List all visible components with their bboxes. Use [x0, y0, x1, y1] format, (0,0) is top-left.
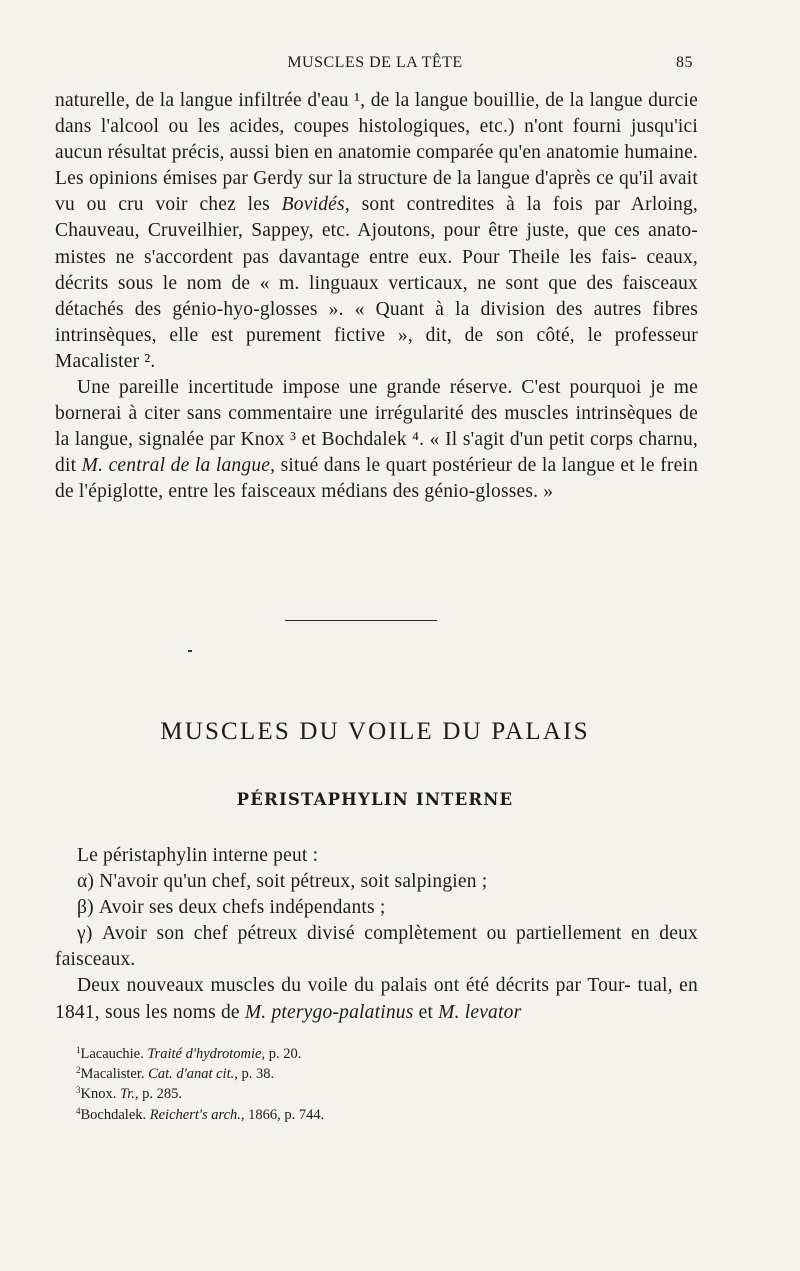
text-line: ceaux, décrits sous le nom de « m. linguaux verticaux, ne sont que des [55, 246, 698, 294]
footnote-ref: , p. 38. [234, 1066, 275, 1083]
list-item-gamma [55, 921, 698, 973]
text-line: , sont contredites à la fois par Arloing, Chauveau, [55, 194, 698, 242]
paragraph-4 [55, 973, 698, 1025]
text-line: n'ont fourni jusqu'ici aucun résultat précis, aussi bien en anatomie [55, 116, 698, 164]
text-line: intrinsèques de la langue, signalée par Knox ³ et Bochdalek ⁴. « Il [55, 403, 698, 451]
ink-speck [188, 650, 192, 652]
text-line: γ) Avoir son chef pétreux divisé complètement ou partiellement en [77, 923, 650, 945]
footnote-title: Traité d'hydrotomie [147, 1046, 262, 1062]
footnote-title: Cat. d'anat cit. [148, 1066, 235, 1083]
text-line: mistes ne s'accordent pas davantage entre eux. Pour Theile les fais- [55, 246, 637, 268]
page-number: 85 [676, 54, 693, 71]
running-head-title: MUSCLES DE LA TÊTE [287, 54, 463, 71]
footnote-ref: , p. 285. [134, 1086, 183, 1103]
footnote-title: Tr. [119, 1086, 135, 1103]
list-item-beta: β) Avoir ses deux chefs indépendants ; [77, 897, 386, 919]
footnote-ref: , p. 20. [261, 1046, 302, 1062]
footnote-mark: 4 [76, 1105, 81, 1116]
footnote-ref: , 1866, p. 744. [240, 1106, 325, 1123]
body-text-upper [55, 88, 698, 506]
text-line: Une pareille incertitude impose une grande réserve. C'est pourquoi [77, 377, 642, 399]
section-title: MUSCLES DU VOILE DU PALAIS [160, 718, 590, 745]
text-line: , situé dans [270, 455, 361, 477]
text-line: Cruveilhier, Sappey, etc. Ajoutons, pour être juste, que ces anato- [147, 220, 699, 242]
footnote-author: Bochdalek. [80, 1106, 150, 1123]
footnote [76, 1064, 696, 1084]
footnote [76, 1084, 696, 1104]
italic-term: M. levator [438, 1001, 522, 1023]
italic-term: Bovidés [281, 194, 345, 216]
footnote-mark: 3 [76, 1085, 81, 1096]
footnote-title: Reichert's arch. [149, 1106, 241, 1123]
footnote-mark: 1 [76, 1045, 81, 1055]
text-line: Deux nouveaux muscles du voile du palais ont été décrits par Tour- [77, 975, 631, 997]
text-line: je me bornerai à citer sans commentaire une irrégularité des muscles [55, 377, 698, 425]
text-line: et [413, 1001, 439, 1023]
italic-term: M. pterygo-palatinus [244, 1001, 414, 1023]
text-line: faisceaux médians des génio-glosses. » [240, 481, 554, 503]
footnote-author: Macalister. [80, 1066, 149, 1083]
text-line: langue durcie dans l'alcool ou les acides, coupes histologiques, etc.) [55, 90, 699, 138]
text-line: chez les [199, 194, 282, 216]
text-line: s'agit d'un petit corps charnu, dit [55, 429, 698, 477]
footnote [76, 1044, 696, 1064]
text-line: comparée qu'en anatomie humaine. Les opinions émises par Gerdy [55, 142, 698, 190]
section-divider-rule [285, 620, 437, 621]
text-line: le professeur Macalister ². [55, 324, 698, 372]
footnote-author: Lacauchie. [80, 1046, 148, 1062]
list-item-alpha: α) N'avoir qu'un chef, soit pétreux, soit salpingien ; [77, 871, 488, 893]
text-line: deux faisceaux. [55, 923, 698, 971]
subsection-title: PÉRISTAPHYLIN INTERNE [236, 790, 514, 809]
list-intro: Le péristaphylin interne peut : [77, 845, 319, 866]
body-text-lower [55, 843, 698, 1026]
text-line: sur la structure de la langue d'après ce qu'il avait vu ou cru voir [55, 168, 698, 216]
italic-term: M. central de la langue [81, 455, 271, 477]
text-line: tual, en 1841, sous les noms de [55, 975, 698, 1023]
footnote [76, 1105, 696, 1125]
paragraph-1 [55, 88, 698, 375]
text-line: le quart postérieur de la langue et le frein de l'épiglotte, entre les [55, 455, 699, 503]
footnote-author: Knox. [80, 1086, 120, 1103]
paragraph-2 [55, 375, 698, 505]
footnotes [76, 1044, 696, 1125]
running-head [0, 54, 800, 76]
text-line: autres fibres intrinsèques, elle est purement fictive », dit, de son côté, [55, 298, 699, 346]
text-line: faisceaux détachés des génio-hyo-glosses ». « Quant à la division des [55, 272, 698, 320]
footnote-mark: 2 [76, 1065, 81, 1076]
text-line: naturelle, de la langue infiltrée d'eau ¹, de la langue bouillie, de la [55, 90, 584, 111]
